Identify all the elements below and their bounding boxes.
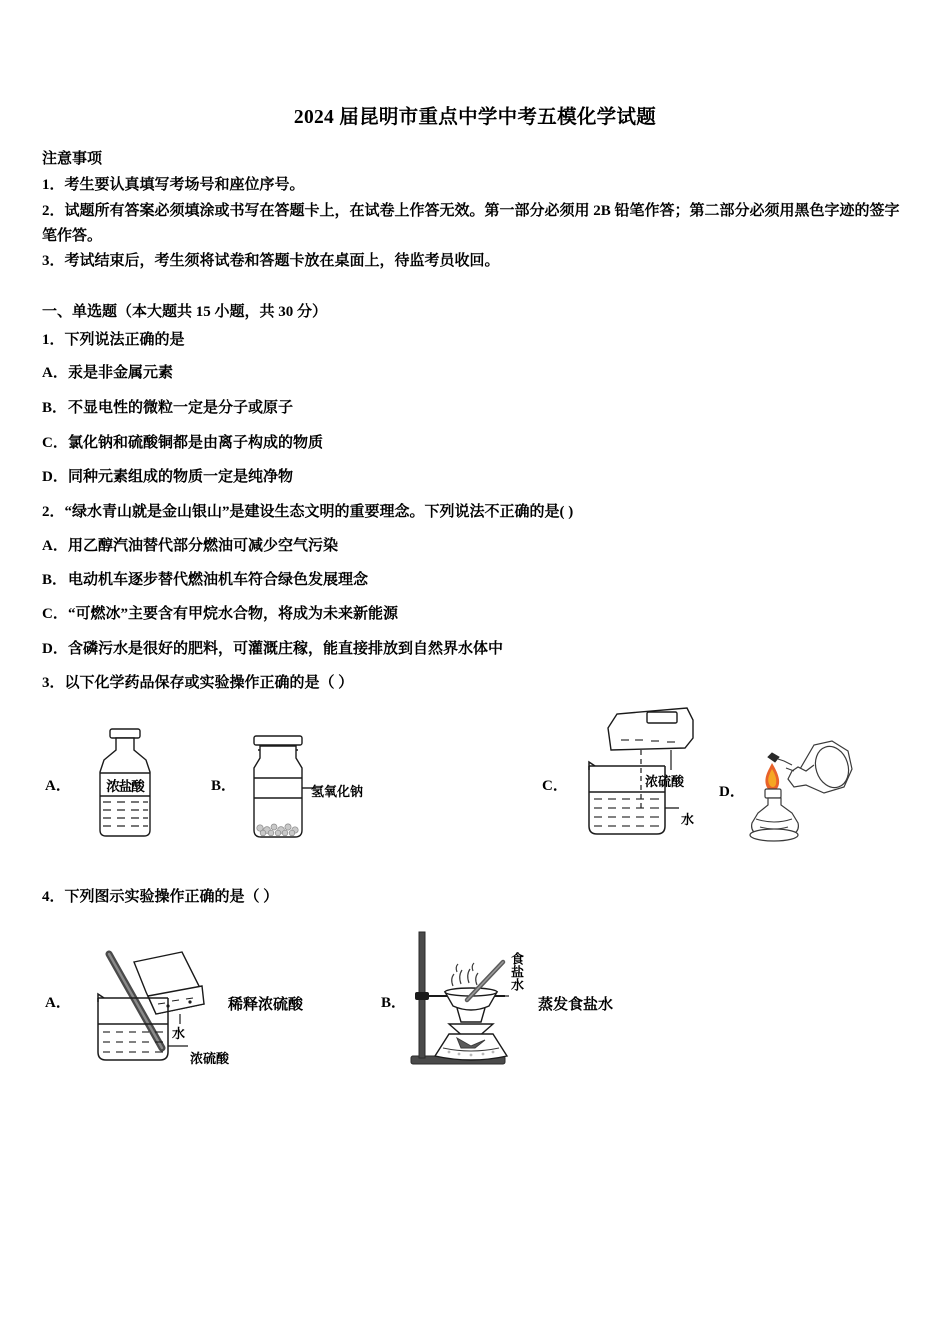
question-3-option-d-letter: D． <box>719 784 745 800</box>
figure-label-sodium-hydroxide: 氢氧化钠 <box>311 784 364 799</box>
option-letter: C． <box>42 435 68 451</box>
question-2-option-b <box>42 568 368 589</box>
figure-label-concentrated-sulfuric-acid: 浓硫酸 <box>645 774 685 789</box>
figure-evaporate-salt-water <box>405 930 535 1070</box>
question-3-option-a-letter: A． <box>45 778 71 794</box>
option-text: 不显电性的微粒一定是分子或原子 <box>68 400 294 416</box>
option-text: 汞是非金属元素 <box>68 365 174 381</box>
notice-line-2: 2．试题所有答案必须填涂或书写在答题卡上，在试卷上作答无效。第一部分必须用 2B 铅笔作答；第二部分必须用黑色字迹的签字笔作答。 <box>42 203 900 244</box>
question-4-option-b-caption: 蒸发食盐水 <box>538 997 614 1013</box>
notice-line-3: 3．考试结束后，考生须将试卷和答题卡放在桌面上，待监考员收回。 <box>42 253 500 269</box>
question-4-option-a-letter: A． <box>45 995 71 1011</box>
question-4-stem: 4．下列图示实验操作正确的是（ ） <box>42 889 279 905</box>
option-text: 用乙醇汽油替代部分燃油可减少空气污染 <box>68 538 339 554</box>
question-3-option-c-letter: C． <box>542 778 568 794</box>
figure-wide-mouth-bottle-sodium-hydroxide <box>241 734 317 842</box>
option-text: “可燃冰”主要含有甲烷水合物，将成为未来新能源 <box>68 606 399 622</box>
question-1-option-d <box>42 465 293 486</box>
figure-label-water: 水 <box>681 812 695 827</box>
question-3-option-b-letter: B． <box>211 778 237 794</box>
question-2-stem: 2．“绿水青山就是金山银山”是建设生态文明的重要理念。下列说法不正确的是( ) <box>42 504 574 520</box>
figure-label-concentrated-hydrochloric-acid: 浓盐酸 <box>106 779 144 794</box>
page-title: 2024 届昆明市重点中学中考五模化学试题 <box>293 107 657 128</box>
question-4-option-a-caption: 稀释浓硫酸 <box>228 997 304 1013</box>
option-letter: B． <box>42 572 68 588</box>
option-letter: B． <box>42 400 68 416</box>
option-text: 氯化钠和硫酸铜都是由离子构成的物质 <box>68 435 324 451</box>
option-letter: A． <box>42 365 68 381</box>
question-1-option-a <box>42 361 173 382</box>
option-text: 同种元素组成的物质一定是纯净物 <box>68 469 294 485</box>
option-letter: C． <box>42 606 68 622</box>
figure-lighting-alcohol-lamp-with-another-lamp <box>748 735 858 847</box>
option-letter: A． <box>42 538 68 554</box>
option-text: 含磷污水是很好的肥料，可灌溉庄稼，能直接排放到自然界水体中 <box>68 641 504 657</box>
figure-label-water: 水 <box>172 1026 186 1041</box>
option-text: 电动机车逐步替代燃油机车符合绿色发展理念 <box>68 572 369 588</box>
question-2-option-a <box>42 534 338 555</box>
question-4-option-b-letter: B． <box>381 995 407 1011</box>
section-heading: 一、单选题（本大题共 15 小题，共 30 分） <box>42 304 328 320</box>
question-2-option-d <box>42 637 503 658</box>
question-1-option-b <box>42 396 293 417</box>
figure-label-salt-water: 食盐水 <box>509 952 524 991</box>
question-1-option-c <box>42 431 323 452</box>
option-letter: D． <box>42 469 68 485</box>
question-1-stem: 1．下列说法正确的是 <box>42 332 185 348</box>
option-letter: D． <box>42 641 68 657</box>
notice-line-1: 1．考生要认真填写考场号和座位序号。 <box>42 177 305 193</box>
question-3-stem: 3．以下化学药品保存或实验操作正确的是（ ） <box>42 675 354 691</box>
question-2-option-c <box>42 602 398 623</box>
notice-heading: 注意事项 <box>42 151 103 167</box>
figure-label-concentrated-sulfuric-acid: 浓硫酸 <box>190 1051 230 1066</box>
